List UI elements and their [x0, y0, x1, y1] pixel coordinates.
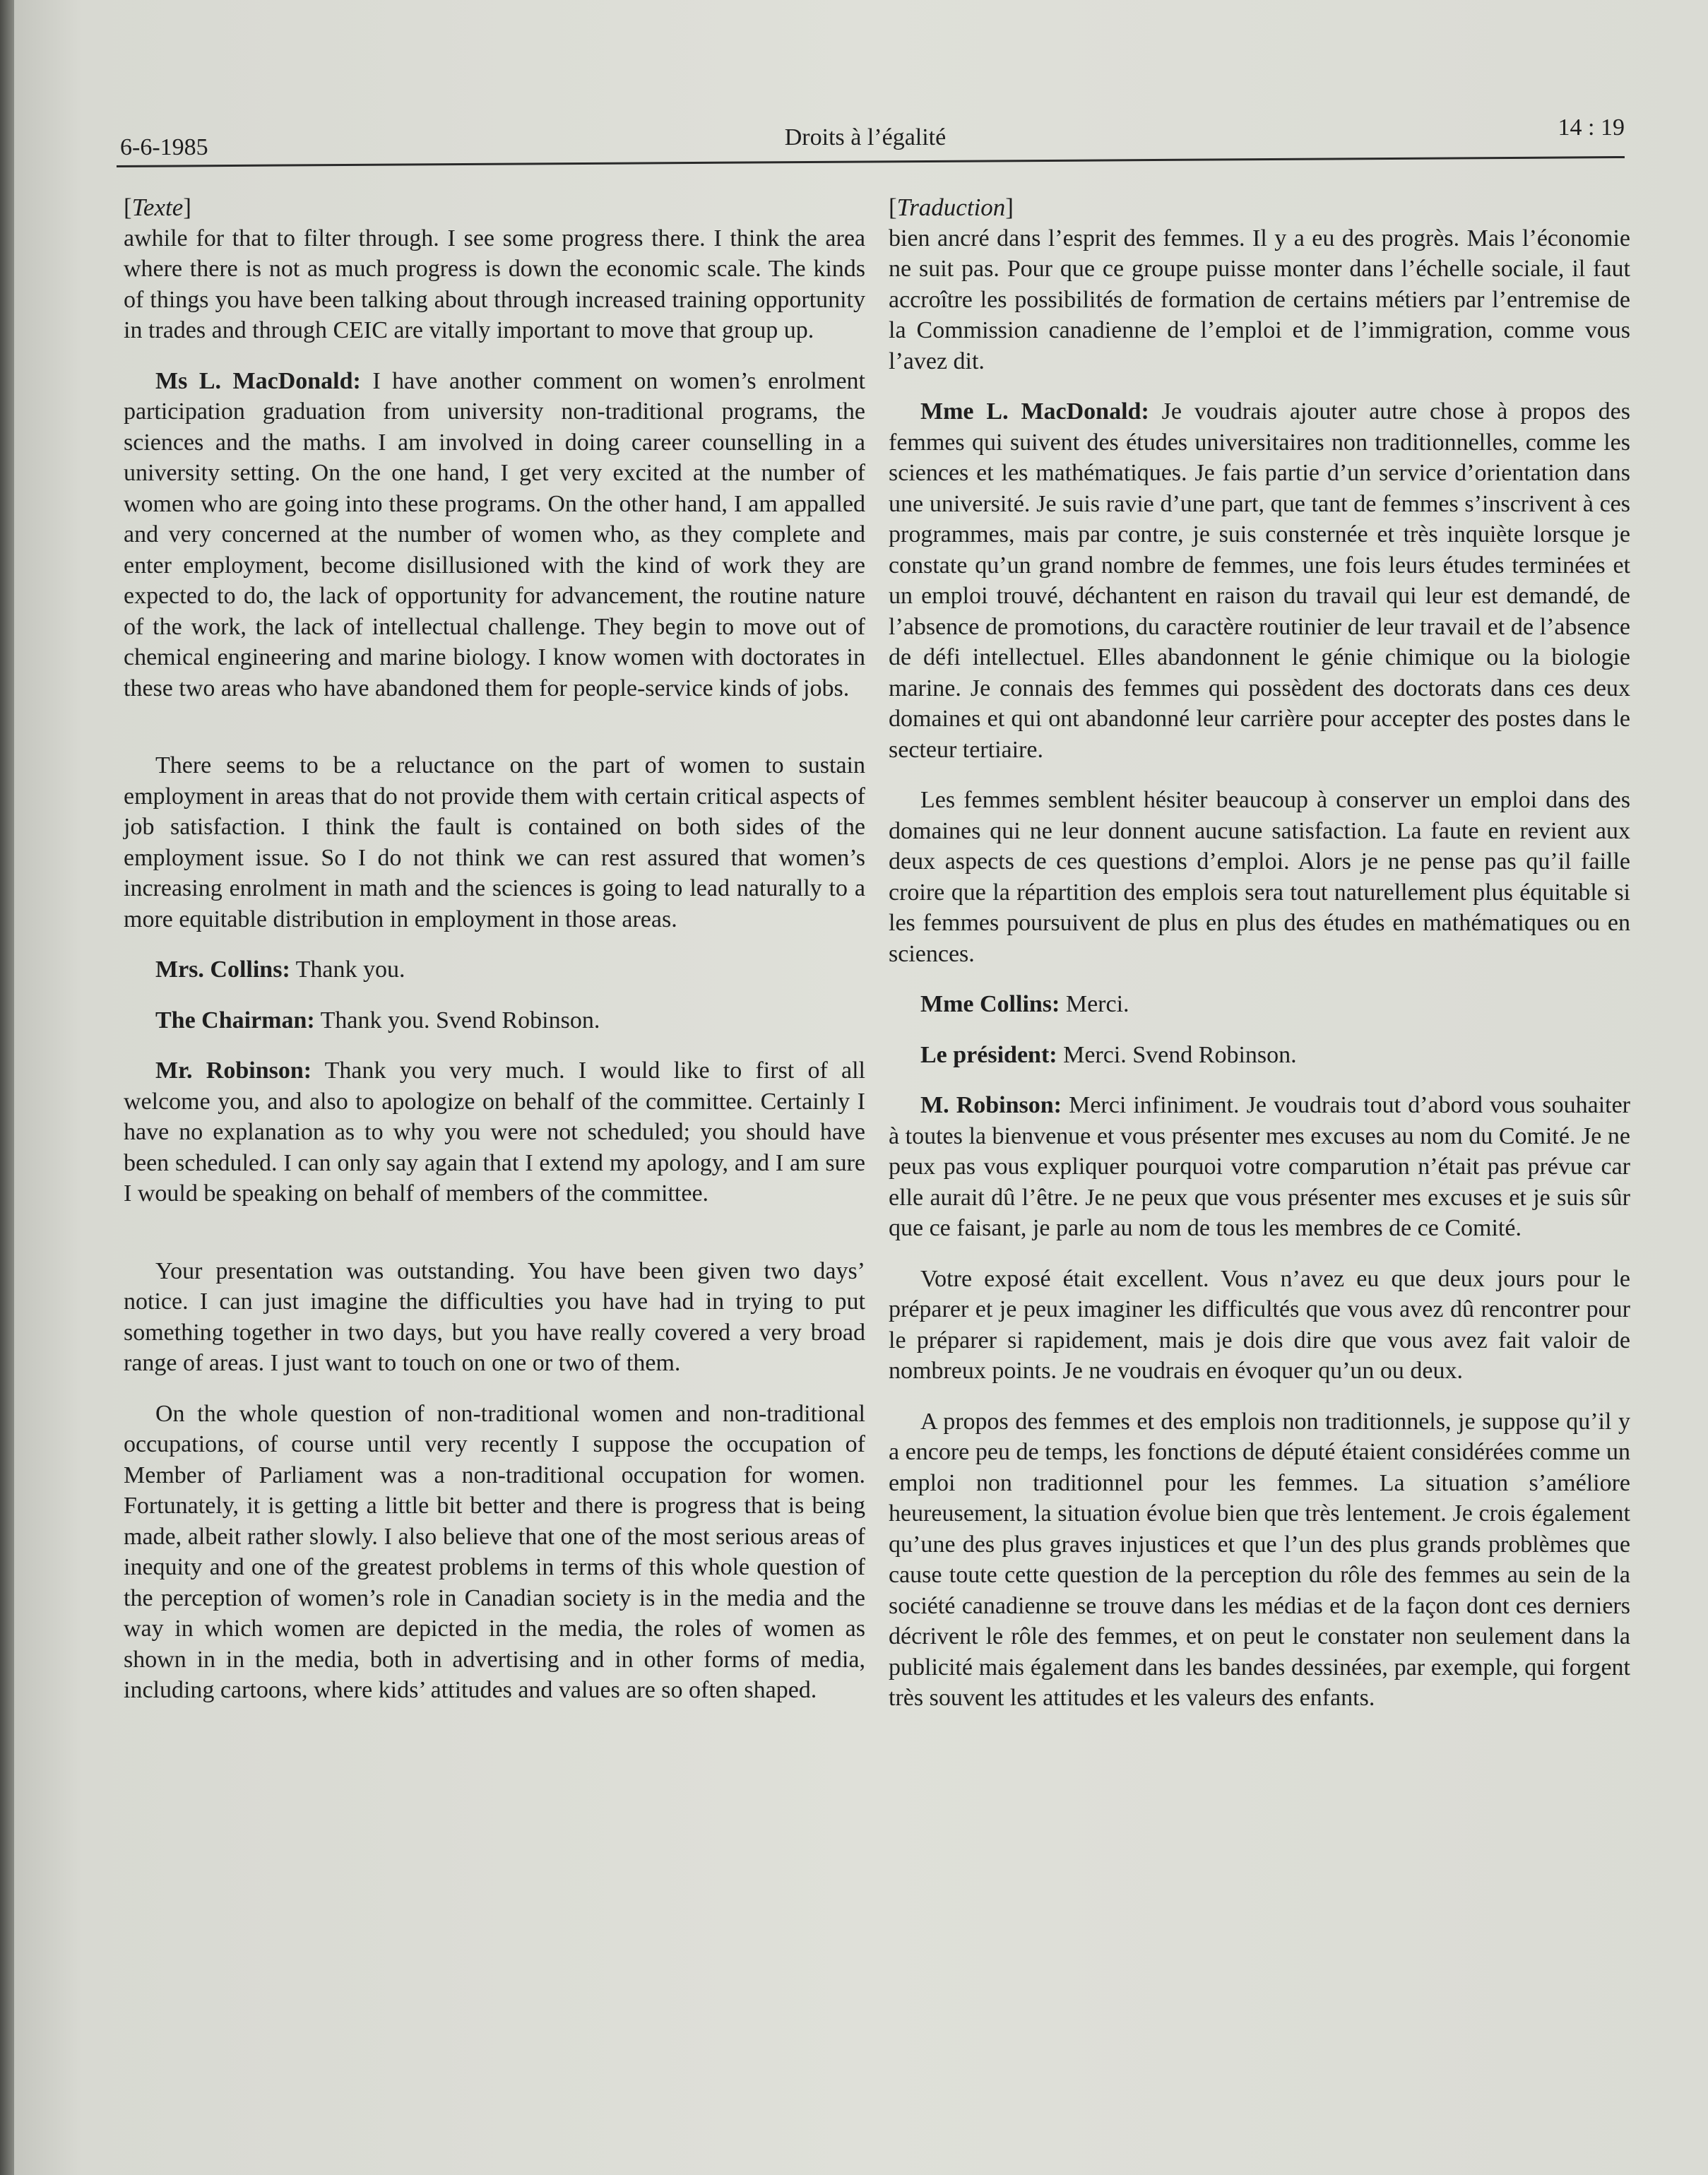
- header-date: 6-6-1985: [120, 134, 208, 160]
- paragraph: Your presentation was outstanding. You have been given two days’ notice. I can just imagine the difficulties you have had in trying to put something together in two days, but you have really covered a very broad range of areas. I just want to touch on one or two of them.: [124, 1257, 865, 1376]
- paragraph: A propos des femmes et des emplois non traditionnels, je suppose qu’il y a encore peu de temps, les fonctions de député étaient considérées comme un emploi non traditionnel pour les femmes. La situation s’améliore heureusement, la situation évolue bien que très lentement. Je crois également qu’une des plus graves injustices et que l’un des plus grands problèmes que cause toute cette question de la perception du rôle des femmes au sein de la société canadienne se trouve dans les médias et de la façon dont ces derniers décrivent le rôle des femmes, et on peut le constater non seulement dans la publicité mais également dans les bandes dessinées, par exemple, qui forgent très souvent les attitudes et les valeurs des enfants.: [889, 1408, 1630, 1711]
- speaker-name: The Chairman:: [155, 1007, 315, 1033]
- paragraph: On the whole question of non-traditional women and non-traditional occupations, of course until very recently I suppose the occupation of Member of Parliament was a non-traditional occupation for women. Fortunately, it is getting a little bit better and there is progress that is being made, albeit rather slowly. I also believe that one of the most serious areas of inequity and one of the greatest problems in terms of this whole question of the perception of women’s role in Canadian society is in the media and the way in which women are depicted in the media, the roles of women as shown in in the media, both in advertising and in other forms of media, including cartoons, where kids’ attitudes and values are so often shaped.: [124, 1400, 865, 1703]
- speaker-name: Mrs. Collins:: [155, 956, 290, 983]
- paragraph: awhile for that to filter through. I see some progress there. I think the area where there is not as much progress is down the economic scale. The kinds of things you have been talking about through increased training opportunity in trades and through CEIC are vitally important to move that group up.: [124, 225, 865, 343]
- paragraph: Mme Collins: Merci.: [920, 991, 1129, 1017]
- paragraph: Mr. Robinson: Thank you very much. I would like to first of all welcome you, and also to apologize on behalf of the committee. Certainly I have no explanation as to why you were not scheduled; you should have been scheduled. I can only say again that I extend my apology, and I am sure I would be speaking on behalf of members of the committee.: [124, 1057, 865, 1207]
- speaker-name: M. Robinson:: [920, 1092, 1062, 1118]
- french-column: [889, 192, 1630, 1714]
- speaker-name: Le président:: [920, 1041, 1057, 1068]
- binding-edge: [0, 0, 14, 2175]
- speaker-name: Ms L. MacDonald:: [155, 367, 361, 394]
- text-tag: [Texte]: [124, 194, 191, 221]
- traduction-tag: [Traduction]: [889, 194, 1014, 221]
- paragraph: bien ancré dans l’esprit des femmes. Il y a eu des progrès. Mais l’économie ne suit pas. Pour que ce groupe puisse monter dans l’échelle sociale, il faut accroître les possibilités de formation de certains métiers par l’entremise de la Commission canadienne de l’emploi et de l’immigration, comme vous l’avez dit.: [889, 225, 1630, 374]
- paragraph: Mrs. Collins: Thank you.: [155, 956, 405, 983]
- paragraph: Ms L. MacDonald: I have another comment on women’s enrolment participation graduation from university non-traditional programs, the sciences and the maths. I am involved in doing career counselling in a university setting. On the one hand, I get very excited at the number of women who are going into these programs. On the other hand, I am appalled and very concerned at the number of women who, as they complete and enter employment, become disillusioned with the kind of work they are expected to do, the lack of opportunity for advancement, the routine nature of the work, the lack of intellectual challenge. They begin to move out of chemical engineering and marine biology. I know women with doctorates in these two areas who have abandoned them for people-service kinds of jobs.: [124, 367, 865, 701]
- paragraph: Votre exposé était excellent. Vous n’avez eu que deux jours pour le préparer et je peux imaginer les difficultés que vous avez dû rencontrer pour le préparer si rapidement, mais je dois dire que vous avez fait valoir de nombreux points. Je ne voudrais en évoquer qu’un ou deux.: [889, 1265, 1630, 1384]
- paragraph: Les femmes semblent hésiter beaucoup à conserver un emploi dans des domaines qui ne leur donnent aucune satisfaction. La faute en revient aux deux aspects de ces questions d’emploi. Alors je ne pense pas qu’il faille croire que la répartition des emplois sera tout naturellement plus équitable si les femmes poursuivent de plus en plus des études en mathématiques ou en sciences.: [889, 787, 1630, 967]
- english-column: [124, 192, 865, 1706]
- speaker-name: Mr. Robinson:: [155, 1057, 312, 1084]
- paragraph: Le président: Merci. Svend Robinson.: [920, 1041, 1297, 1068]
- paragraph: Mme L. MacDonald: Je voudrais ajouter autre chose à propos des femmes qui suivent des études universitaires non traditionnelles, comme les sciences et les mathématiques. Je fais partie d’un service d’orientation dans une université. Je suis ravie d’une part, que tant de femmes s’inscrivent à ces programmes, mais par contre, je suis consternée et très inquiète lorsque je constate qu’un grand nombre de femmes, une fois leurs études terminées et un emploi trouvé, déchantent en raison du travail qui leur est demandé, de l’absence de promotions, du caractère routinier de leur travail et de l’absence de défi intellectuel. Elles abandonnent le génie chimique ou la biologie marine. Je connais des femmes qui possèdent des doctorats dans ces deux domaines et qui ont abandonné leur carrière pour accepter des postes dans le secteur tertiaire.: [889, 398, 1630, 763]
- paragraph: The Chairman: Thank you. Svend Robinson.: [155, 1007, 600, 1033]
- header-title: Droits à l’égalité: [784, 124, 947, 150]
- speaker-name: Mme Collins:: [920, 991, 1060, 1017]
- paragraph: M. Robinson: Merci infiniment. Je voudrais tout d’abord vous souhaiter à toutes la bienvenue et vous présenter mes excuses au nom du Comité. Je ne peux pas vous expliquer pourquoi votre comparution n’était pas prévue car elle aurait dû l’être. Je ne peux que vous présenter mes excuses et je suis sûr que ce faisant, je parle au nom de tous les membres de ce Comité.: [889, 1092, 1631, 1241]
- speaker-name: Mme L. MacDonald:: [920, 398, 1149, 425]
- paragraph: There seems to be a reluctance on the part of women to sustain employment in areas that do not provide them with certain critical aspects of job satisfaction. I think the fault is contained on both sides of the employment issue. So I do not think we can rest assured that women’s increasing enrolment in math and the sciences is going to lead naturally to a more equitable distribution in employment in those areas.: [124, 752, 865, 932]
- header-page-number: 14 : 19: [1558, 114, 1625, 141]
